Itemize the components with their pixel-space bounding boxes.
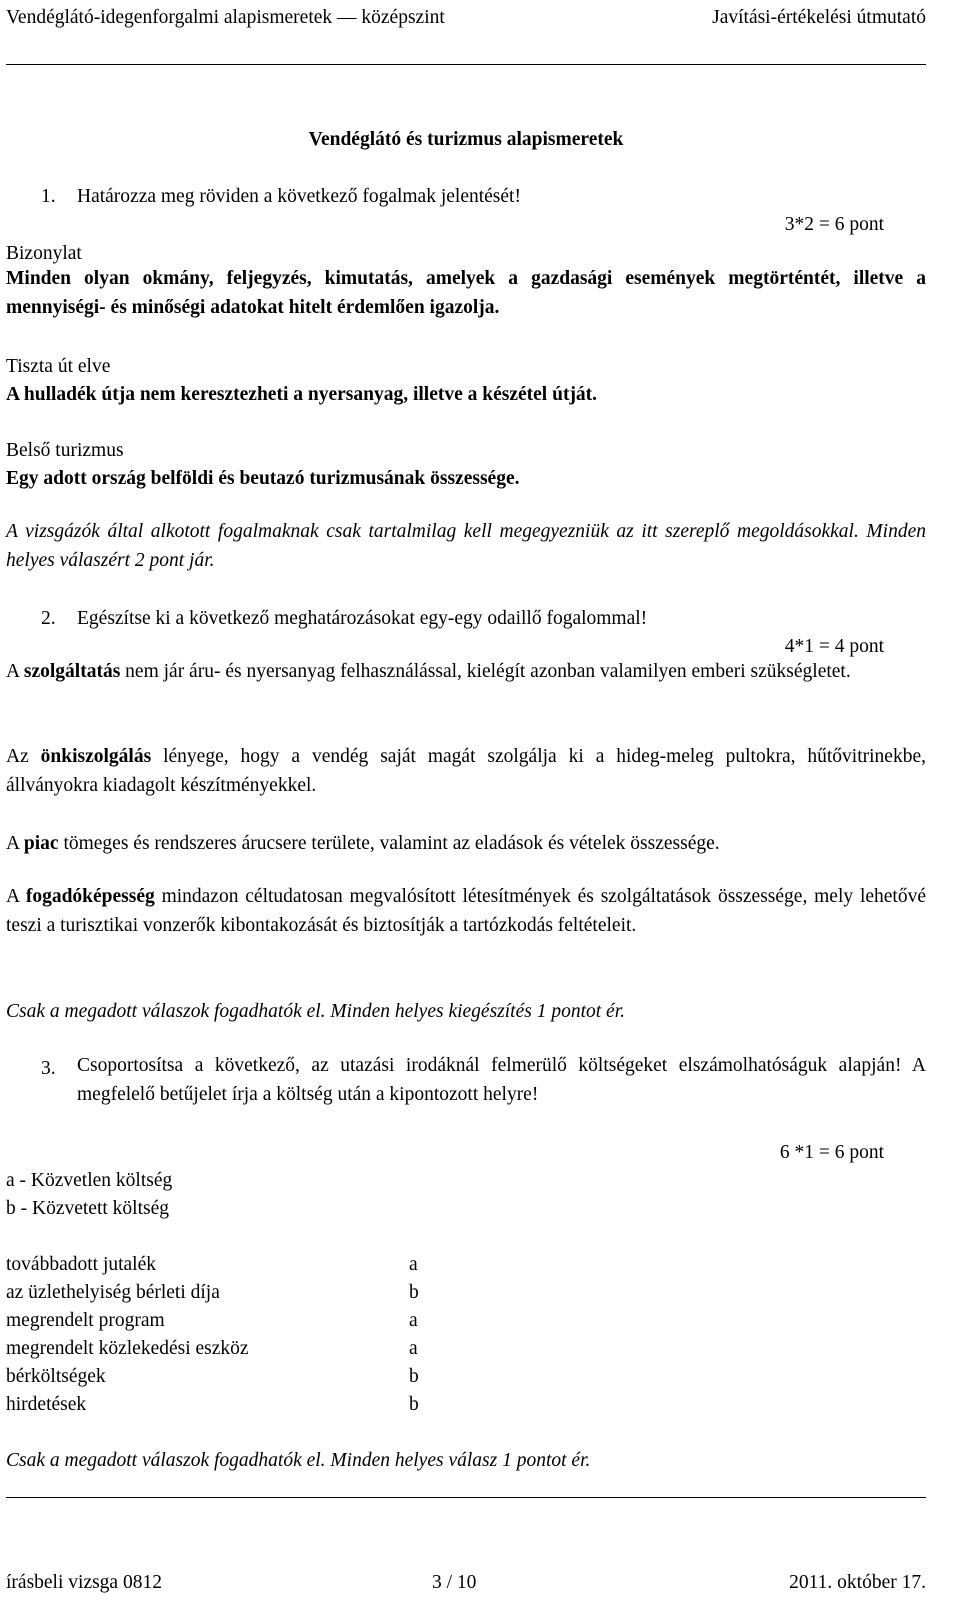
term-tiszta-ut-elve: Tiszta út elve [6, 356, 111, 377]
definition-tiszta-ut-elve: A hulladék útja nem keresztezheti a nyersanyag, illetve a készétel útját. [6, 384, 598, 405]
definition-bizonylat: Minden olyan okmány, feljegyzés, kimutatás, amelyek a gazdasági események megtörténtét, illetve a mennyiségi- és minőségi adatokat hitelt érdemlően igazolja. [6, 268, 926, 318]
q3-row-item: bérköltségek [6, 1366, 106, 1387]
q2-points: 4*1 = 4 pont [784, 636, 884, 657]
q1-text: Határozza meg röviden a következő fogalmak jelentését! [77, 186, 521, 207]
q2-note: Csak a megadott válaszok fogadhatók el. Minden helyes kiegészítés 1 pontot ér. [6, 1001, 626, 1022]
q3-row-item: megrendelt közlekedési eszköz [6, 1338, 249, 1359]
header-right: Javítási-értékelési útmutató [712, 7, 926, 28]
q3-row [6, 1311, 926, 1339]
q1-number: 1. [41, 186, 56, 207]
q3-row [6, 1255, 926, 1283]
footer-divider [6, 1497, 926, 1498]
q2-text: Egészítse ki a következő meghatározásokat egy-egy odaillő fogalommal! [77, 608, 648, 629]
q2-item-szolgaltatas: A szolgáltatás nem jár áru- és nyersanyag felhasználással, kielégít azonban valamilyen emberi szükségletet. [6, 661, 851, 682]
q2-item-piac: A piac tömeges és rendszeres árucsere területe, valamint az eladások és vételek összessége. [6, 833, 720, 854]
q3-legend-a: a - Közvetlen költség [6, 1170, 173, 1191]
footer-page-number: 3 / 10 [432, 1572, 477, 1593]
q3-row-answer: b [409, 1366, 419, 1387]
q3-row-answer: a [409, 1310, 418, 1331]
q3-row-item: az üzlethelyiség bérleti díja [6, 1282, 220, 1303]
q3-row [6, 1339, 926, 1367]
term-bizonylat: Bizonylat [6, 243, 82, 264]
q3-row [6, 1367, 926, 1395]
q2-item-onkiszolgalas: Az önkiszolgálás lényege, hogy a vendég saját magát szolgálja ki a hideg-meleg pultokra, hűtővitrinekbe, állványokra kiadagolt készítményekkel. [6, 746, 926, 796]
q3-note: Csak a megadott válaszok fogadhatók el. Minden helyes válasz 1 pontot ér. [6, 1450, 591, 1471]
footer-left: írásbeli vizsga 0812 [6, 1572, 162, 1593]
term-belso-turizmus: Belső turizmus [6, 440, 124, 461]
q3-legend-b: b - Közvetett költség [6, 1198, 169, 1219]
header-left: Vendéglátó-idegenforgalmi alapismeretek — középszint [6, 7, 445, 28]
q3-row [6, 1395, 926, 1423]
q2-item-key: fogadóképesség [25, 886, 155, 907]
q3-row-answer: a [409, 1254, 418, 1275]
q2-item-key: önkiszolgálás [40, 746, 152, 767]
q3-text: Csoportosítsa a következő, az utazási irodáknál felmerülő költségeket elszámolhatóságuk alapján! A megfelelő betűjelet írja a költség után a kipontozott helyre! [77, 1055, 926, 1105]
q3-row-item: továbbadott jutalék [6, 1254, 157, 1275]
q2-item-key: piac [23, 833, 59, 854]
q2-number: 2. [41, 608, 56, 629]
q3-row-answer: b [409, 1282, 419, 1303]
q2-item-fogadokepesseg: A fogadóképesség mindazon céltudatosan megvalósított létesítmények és szolgáltatások összessége, mely lehetővé teszi a turisztikai vonzerők kibontakozását és biztosítják a tartózkodás feltételeit. [6, 886, 926, 936]
q3-row [6, 1283, 926, 1311]
q3-row-item: megrendelt program [6, 1310, 165, 1331]
definition-belso-turizmus: Egy adott ország belföldi és beutazó turizmusának összessége. [6, 468, 520, 489]
q3-row-item: hirdetések [6, 1394, 87, 1415]
q3-row-answer: b [409, 1394, 419, 1415]
q2-item-key: szolgáltatás [23, 661, 121, 682]
q3-number: 3. [41, 1058, 56, 1079]
section-title: Vendéglátó és turizmus alapismeretek [308, 129, 624, 150]
q3-row-answer: a [409, 1338, 418, 1359]
q3-points: 6 *1 = 6 pont [779, 1142, 884, 1163]
q1-points: 3*2 = 6 pont [784, 214, 884, 235]
q1-note: A vizsgázók által alkotott fogalmaknak csak tartalmilag kell megegyezniük az itt szereplő megoldásokkal. Minden helyes válaszért 2 pont jár. [6, 521, 926, 571]
footer-date: 2011. október 17. [789, 1572, 926, 1593]
header-divider [6, 64, 926, 65]
